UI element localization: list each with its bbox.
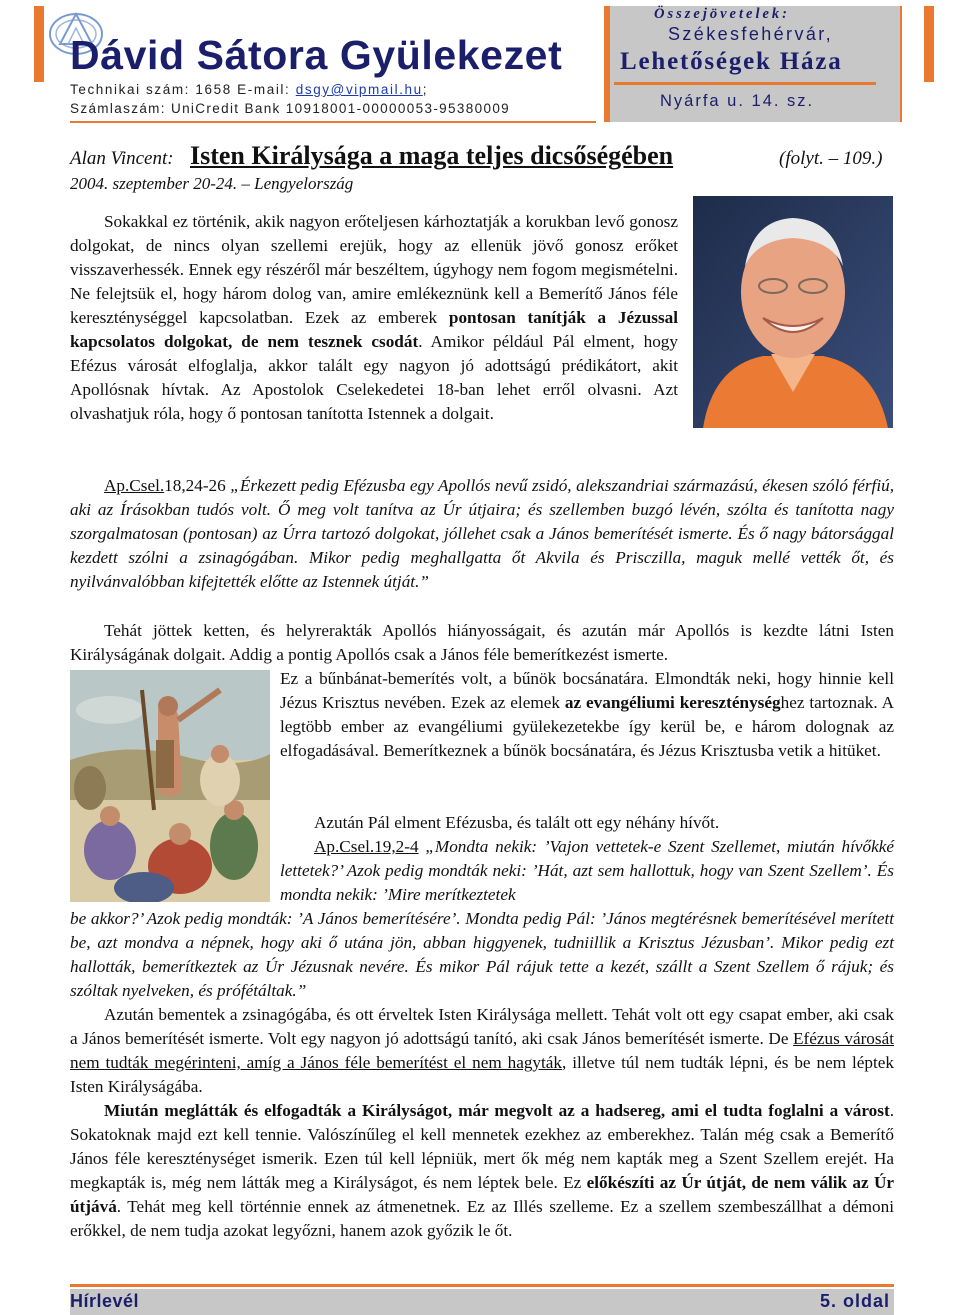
scripture-ref-link[interactable]: Ap.Csel.: [104, 476, 165, 495]
paragraph-repentance: [280, 667, 894, 763]
scripture-ref-number: 18,24-26: [164, 476, 226, 495]
meeting-venue: Lehetőségek Háza: [620, 48, 843, 75]
text-run: Sokakkal ez történik, akik nagyon erőteljesen kárhoztatják a korukban levő gonosz dolgokat, de nincs olyan szellemi erejük, hogy az ellenük jövő gonosz erőket visszaverhessék. Ennek egy részéről már beszéltem, úgyhogy nem fogom megismételni. Ne felejtsük el, hogy három dolog van, amire emlékeznünk kell a Bemerítő János féle kereszténységgel kapcsolatban. Ezek az emberek: [70, 212, 678, 327]
text-run: Ez a bűnbánat-bemerítés volt, a bűnök bocsánatára. Elmondták neki, hogy hinnie kell Jézus Krisztus nevében. Ezek az elemek: [280, 669, 894, 712]
meeting-city: Székesfehérvár,: [668, 24, 834, 44]
john-baptist-painting: [70, 670, 270, 902]
scripture-ref-link[interactable]: Ap.Csel.19,2-4: [314, 837, 419, 856]
article-continuation: (folyt. – 109.): [779, 148, 883, 169]
header-rule: [70, 121, 596, 123]
meeting-address: Nyárfa u. 14. sz.: [660, 92, 815, 110]
scripture-quote-acts-19-part2: be akkor?’ Azok pedig mondták: ’A János bemerítésére’. Mondta pedig Pál: ’János megtérésnek bemerítésével merített be, azt mondva a népnek, hogy aki ő utána jön, abban higgyenek, tudniillik a Krisztus Jézusban’. Mikor pedig ezt hallották, bemerítkeztek az Úr Jézusnak nevére. És mikor Pál rájuk tette a kezét, szállt a Szent Szellem ő rájuk; és szóltak nyelveken, és prófétáltak.”: [70, 909, 894, 1000]
text-run: . Tehát meg kell történnie ennek az átmenetnek. Ez az Illés szelleme. Ez a szellem szembeszállhat a démoni erőkkel, de nem tudja azokat legyőzni, hanem azok győzik le őt.: [70, 1197, 894, 1240]
header-accent-bar-right: [924, 6, 934, 82]
meeting-box-rule: [614, 82, 876, 85]
paragraph-intro: [70, 210, 678, 426]
footer-newsletter-label: Hírlevél: [70, 1291, 140, 1311]
bank-account-line: Számlaszám: UniCredit Bank 10918001-00000053-95380009: [70, 101, 511, 116]
meetings-label: Összejövetelek:: [654, 6, 790, 22]
tech-number-label: Technikai szám: 1658 E-mail:: [70, 82, 296, 97]
scripture-quote-acts-19-part1: [280, 835, 894, 907]
footer-accent-rule: [70, 1284, 894, 1287]
paragraph-conclusion: [70, 1099, 894, 1243]
text-run: , illetve túl nem tudták lépni, és be nem léptek Isten Királyságába.: [70, 1053, 894, 1096]
text-run: . Amikor például Pál elment, hogy Efézus városát elfoglalja, akkor talált egy nagyon jó adottságú prédikátort, akit Apollósnak hívtak. Az Apostolok Cselekedetei 18-ban lehet erről olvasni. Azt olvashatjuk róla, hogy ő pontosan tanította Istennek a dolgait.: [70, 332, 678, 423]
scripture-quote-acts-18: [70, 474, 894, 594]
scripture-text: „Mondta nekik: ’Vajon vettetek-e Szent Szellemet, miután hívőkké lettetek?’ Azok pedig mondták neki: ’Hát, azt sem hallottuk, hogy van Szent Szellem’. És mondta nekik: ’Mire merítkeztetek: [280, 837, 894, 904]
author-portrait-photo: [693, 196, 893, 428]
article-date: 2004. szeptember 20-24. – Lengyelország: [70, 174, 354, 193]
paragraph-paul-ephesus: Azután Pál elment Efézusba, és talált ott egy néhány hívőt.: [314, 813, 720, 832]
newsletter-title: Dávid Sátora Gyülekezet: [70, 32, 563, 78]
text-run-bold: pontosan tanítják a Jézussal kapcsolatos dolgokat, de nem tesznek csodát: [70, 308, 679, 351]
paragraph-apollos: Tehát jöttek ketten, és helyrerakták Apollós hiányosságait, és azután már Apollós is kezdte látni Isten Királyságának dolgait. Addig a pontig Apollós csak a János féle bemerítkezést ismerte.: [70, 621, 894, 664]
article-title: Isten Királysága a maga teljes dicsőségében: [190, 141, 674, 170]
header-contact-line: [70, 82, 428, 97]
text-run-bold: előkészíti az Úr útját, de nem válik az Úr útjává: [70, 1173, 895, 1216]
article-author: Alan Vincent:: [70, 148, 174, 169]
footer-band: [70, 1289, 894, 1315]
paragraph-synagogue: [70, 1003, 894, 1099]
footer-page-number: 5. oldal: [820, 1291, 891, 1311]
text-run-bold: Miután meglátták és elfogadták a Királyságot, már megvolt az a hadsereg, ami el tudta foglalni a várost: [104, 1101, 890, 1120]
email-link[interactable]: dsgy@vipmail.hu: [295, 82, 423, 97]
text-run: . Sokatoknak majd ezt kell tennie. Valószínűleg el kell mennetek ezekhez az emberekhez. Talán még csak a Bemerítő János féle kereszténységet ismerik. Ezen túl kell lépniük, mert ők még nem kapták meg a Szent Szellem erejét. Ha megkapták is, még nem látták meg a Királyságot, és nem léptek bele. Ez: [70, 1101, 894, 1192]
text-run-underlined: Efézus városát nem tudták megérinteni, amíg a János féle bemerítést el nem hagyták: [70, 1029, 894, 1072]
text-run: Azután bementek a zsinagógába, és ott érveltek Isten Királysága mellett. Tehát volt ott egy csapat ember, aki csak a János bemerítését ismerte. Volt egy nagyon jó adottságú tanító, aki csak János bemerítését ismerte. De: [70, 1005, 894, 1048]
scripture-text: „Érkezett pedig Efézusba egy Apollós nevű zsidó, alekszandriai származású, ékesen szóló férfiú, aki az Írásokban tudós volt. Ő meg volt tanítva az Úr útjaira; és szellemben buzgó lévén, szólta és tanította nagy szorgalmatosan (pontosan) az Úrra tartozó dolgokat, jóllehet csak a János bemerítését ismerte. És ő nagy bátorsággal kezdett szólni a zsinagógában. Mikor pedig meghallgatta őt Akvila és Prisczilla, maguk mellé vették őt, és nyilvánvalóbban kifejtették előtte az Istennek útját.”: [70, 476, 894, 591]
text-run-bold: az evangéliumi kereszténység: [564, 693, 781, 712]
text-run: hez tartoznak. A legtöbb ember az evangéliumi gyülekezetekbe így kerül be, e három dolognak az elfogadásával. Bemerítkeznek a bűnök bocsánatára, és Jézus Krisztusba vetik a hitüket.: [280, 693, 895, 760]
contact-separator: ;: [422, 82, 429, 97]
